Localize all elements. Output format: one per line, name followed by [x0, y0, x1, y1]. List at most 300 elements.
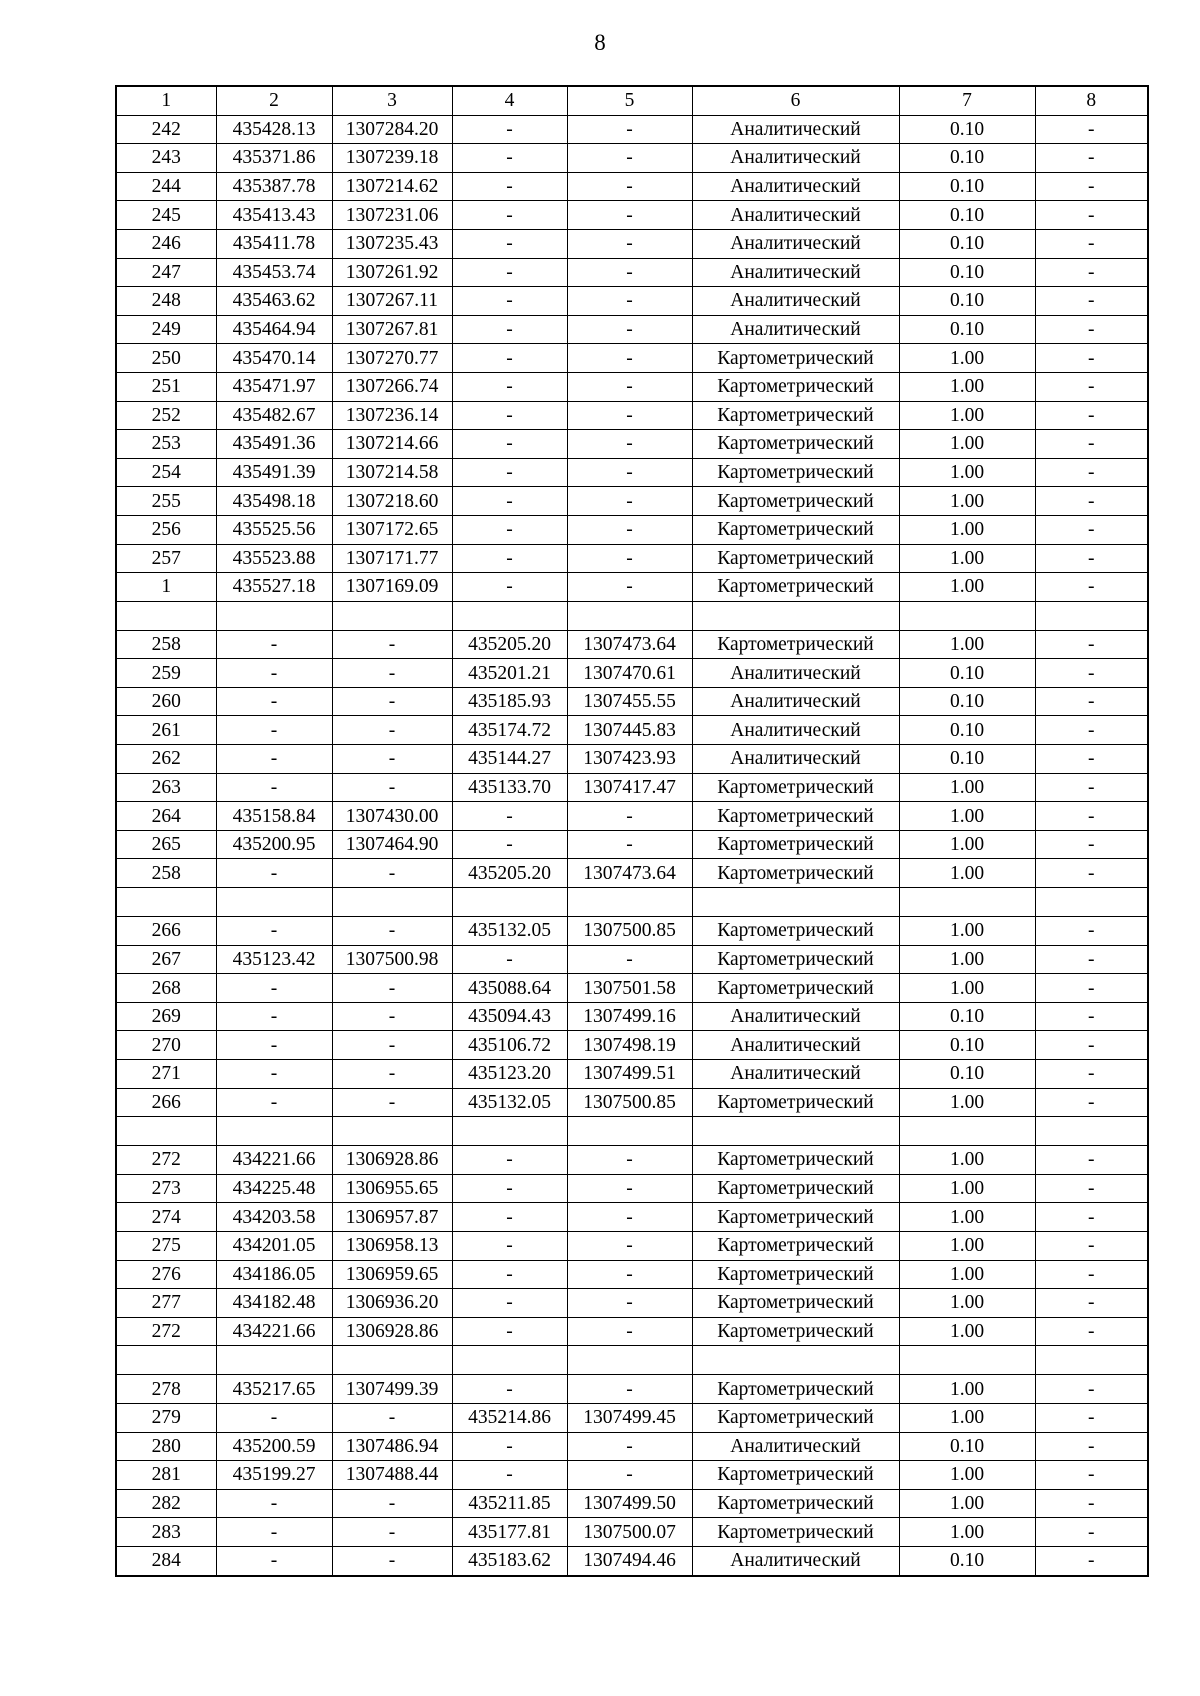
table-cell: 1306955.65	[332, 1174, 452, 1203]
table-cell: 272	[116, 1146, 216, 1175]
table-cell: -	[1035, 859, 1148, 888]
table-cell: -	[216, 1060, 332, 1089]
table-cell: 276	[116, 1260, 216, 1289]
table-cell: 1307239.18	[332, 144, 452, 173]
table-cell: 263	[116, 773, 216, 802]
table-cell: -	[1035, 287, 1148, 316]
table-row	[116, 1260, 1148, 1289]
table-cell: 1.00	[899, 458, 1035, 487]
table-cell: 269	[116, 1002, 216, 1031]
table-cell: Картометрический	[692, 917, 899, 946]
table-cell: -	[216, 1002, 332, 1031]
table-cell: 266	[116, 917, 216, 946]
table-cell: -	[452, 830, 567, 859]
table-row	[116, 1002, 1148, 1031]
table-cell: 435133.70	[452, 773, 567, 802]
table-cell: 0.10	[899, 1002, 1035, 1031]
table-cell: -	[332, 1403, 452, 1432]
table-cell: -	[1035, 1203, 1148, 1232]
table-cell: -	[452, 287, 567, 316]
table-cell: 1307266.74	[332, 372, 452, 401]
table-cell: -	[332, 716, 452, 745]
table-cell: 261	[116, 716, 216, 745]
table-cell: -	[567, 172, 692, 201]
table-cell: -	[1035, 945, 1148, 974]
table-row	[116, 745, 1148, 774]
table-cell: 275	[116, 1231, 216, 1260]
table-cell: -	[567, 1203, 692, 1232]
table-cell: -	[1035, 802, 1148, 831]
table-cell: -	[1035, 1461, 1148, 1490]
table-cell: 435123.20	[452, 1060, 567, 1089]
table-cell: -	[567, 515, 692, 544]
table-cell: -	[1035, 1546, 1148, 1575]
table-cell: 1307284.20	[332, 115, 452, 144]
table-cell: 1307417.47	[567, 773, 692, 802]
table-cell: 1306936.20	[332, 1289, 452, 1318]
table-row	[116, 716, 1148, 745]
table-cell: -	[567, 201, 692, 230]
table-cell: 0.10	[899, 1060, 1035, 1089]
table-cell: 435413.43	[216, 201, 332, 230]
table-cell: 257	[116, 544, 216, 573]
table-cell: 435211.85	[452, 1489, 567, 1518]
table-cell: 1.00	[899, 1260, 1035, 1289]
table-cell: 271	[116, 1060, 216, 1089]
table-cell: Картометрический	[692, 1174, 899, 1203]
table-cell: -	[452, 1461, 567, 1490]
table-cell: 1.00	[899, 344, 1035, 373]
table-cell: 243	[116, 144, 216, 173]
table-row	[116, 401, 1148, 430]
table-cell: 435491.39	[216, 458, 332, 487]
table-cell	[899, 1346, 1035, 1375]
column-header: 5	[567, 86, 692, 115]
table-cell: 270	[116, 1031, 216, 1060]
table-row	[116, 430, 1148, 459]
table-cell: -	[1035, 1375, 1148, 1404]
table-cell: -	[1035, 1518, 1148, 1547]
table-cell	[899, 1117, 1035, 1146]
table-cell: -	[452, 573, 567, 602]
table-cell: -	[216, 974, 332, 1003]
table-cell: -	[1035, 573, 1148, 602]
table-cell: Картометрический	[692, 1088, 899, 1117]
table-cell: 435471.97	[216, 372, 332, 401]
table-cell: 0.10	[899, 144, 1035, 173]
table-cell: 1307500.85	[567, 917, 692, 946]
table-row	[116, 1031, 1148, 1060]
table-row	[116, 1546, 1148, 1575]
table-cell: -	[1035, 544, 1148, 573]
table-cell: -	[567, 945, 692, 974]
table-cell: -	[567, 1260, 692, 1289]
table-cell: 1307218.60	[332, 487, 452, 516]
table-cell: 435214.86	[452, 1403, 567, 1432]
table-cell: 1307423.93	[567, 745, 692, 774]
table-cell: 1307486.94	[332, 1432, 452, 1461]
table-cell: 435498.18	[216, 487, 332, 516]
table-cell: -	[452, 401, 567, 430]
table-cell	[692, 1346, 899, 1375]
table-cell: 435174.72	[452, 716, 567, 745]
table-cell: 282	[116, 1489, 216, 1518]
table-row	[116, 1088, 1148, 1117]
table-row	[116, 573, 1148, 602]
table-cell: 435200.95	[216, 830, 332, 859]
table-cell: 260	[116, 687, 216, 716]
table-cell	[332, 1117, 452, 1146]
table-cell: Картометрический	[692, 1489, 899, 1518]
table-cell: 272	[116, 1317, 216, 1346]
table-cell: -	[216, 1031, 332, 1060]
table-row	[116, 1489, 1148, 1518]
table-cell: 435525.56	[216, 515, 332, 544]
table-cell	[899, 888, 1035, 917]
table-cell: 1.00	[899, 1489, 1035, 1518]
table-cell: 435411.78	[216, 229, 332, 258]
table-cell: -	[567, 258, 692, 287]
table-cell: 1.00	[899, 573, 1035, 602]
table-cell: 0.10	[899, 201, 1035, 230]
table-cell: 1.00	[899, 773, 1035, 802]
table-cell: -	[567, 1461, 692, 1490]
table-cell: Аналитический	[692, 1060, 899, 1089]
table-cell: 256	[116, 515, 216, 544]
table-cell: Аналитический	[692, 115, 899, 144]
table-cell: 435482.67	[216, 401, 332, 430]
table-cell: -	[1035, 372, 1148, 401]
table-cell: -	[332, 974, 452, 1003]
table-row	[116, 687, 1148, 716]
table-cell: 1307267.11	[332, 287, 452, 316]
table-cell: 1307236.14	[332, 401, 452, 430]
table-row	[116, 859, 1148, 888]
table-cell: 247	[116, 258, 216, 287]
table-cell: Аналитический	[692, 659, 899, 688]
table-row	[116, 1174, 1148, 1203]
table-cell: -	[452, 1375, 567, 1404]
table-cell: 435491.36	[216, 430, 332, 459]
table-cell: 255	[116, 487, 216, 516]
table-cell	[692, 601, 899, 630]
table-cell: -	[1035, 716, 1148, 745]
table-cell: -	[1035, 1002, 1148, 1031]
table-cell: 0.10	[899, 315, 1035, 344]
table-cell: -	[567, 144, 692, 173]
table-cell: -	[1035, 1489, 1148, 1518]
table-cell	[452, 1346, 567, 1375]
table-cell: -	[1035, 745, 1148, 774]
table-cell: 258	[116, 859, 216, 888]
table-cell: -	[1035, 315, 1148, 344]
table-cell: Картометрический	[692, 487, 899, 516]
table-cell: -	[216, 1546, 332, 1575]
table-cell: 435177.81	[452, 1518, 567, 1547]
table-cell: 435470.14	[216, 344, 332, 373]
table-cell: 435123.42	[216, 945, 332, 974]
table-cell: 435199.27	[216, 1461, 332, 1490]
table-cell: 1307498.19	[567, 1031, 692, 1060]
table-cell: 0.10	[899, 745, 1035, 774]
table-cell: 1306928.86	[332, 1146, 452, 1175]
table-cell: -	[1035, 687, 1148, 716]
table-cell: 435132.05	[452, 1088, 567, 1117]
table-cell: Картометрический	[692, 1317, 899, 1346]
table-row	[116, 1231, 1148, 1260]
table-cell: -	[567, 544, 692, 573]
table-cell: -	[1035, 1060, 1148, 1089]
table-cell: 435158.84	[216, 802, 332, 831]
table-cell: 434186.05	[216, 1260, 332, 1289]
table-cell: 284	[116, 1546, 216, 1575]
table-cell: -	[332, 1002, 452, 1031]
table-cell: -	[332, 1088, 452, 1117]
table-row	[116, 229, 1148, 258]
table-cell: 1307214.66	[332, 430, 452, 459]
table-row	[116, 515, 1148, 544]
table-cell: 0.10	[899, 287, 1035, 316]
table-cell: -	[216, 917, 332, 946]
table-cell: -	[332, 917, 452, 946]
table-cell: 242	[116, 115, 216, 144]
table-row	[116, 1432, 1148, 1461]
table-cell: 435428.13	[216, 115, 332, 144]
table-cell: 248	[116, 287, 216, 316]
table-cell: -	[332, 1060, 452, 1089]
table-cell: -	[567, 1375, 692, 1404]
table-cell: 278	[116, 1375, 216, 1404]
table-cell: Картометрический	[692, 1231, 899, 1260]
table-cell: 1	[116, 573, 216, 602]
table-cell: 1.00	[899, 515, 1035, 544]
table-cell: -	[567, 430, 692, 459]
table-cell: Картометрический	[692, 1260, 899, 1289]
table-cell: -	[1035, 1403, 1148, 1432]
table-row	[116, 802, 1148, 831]
table-cell: 1.00	[899, 830, 1035, 859]
table-cell: 435217.65	[216, 1375, 332, 1404]
table-cell: -	[452, 201, 567, 230]
table-row	[116, 659, 1148, 688]
table-cell: 435523.88	[216, 544, 332, 573]
table-cell: 1307430.00	[332, 802, 452, 831]
table-row	[116, 487, 1148, 516]
table-cell: Картометрический	[692, 830, 899, 859]
table-cell: 266	[116, 1088, 216, 1117]
table-cell	[216, 888, 332, 917]
table-cell: Картометрический	[692, 1146, 899, 1175]
table-cell	[1035, 1117, 1148, 1146]
table-cell	[692, 888, 899, 917]
table-cell: 274	[116, 1203, 216, 1232]
table-cell: -	[452, 1432, 567, 1461]
table-cell: 246	[116, 229, 216, 258]
table-cell: -	[332, 1489, 452, 1518]
table-cell: 252	[116, 401, 216, 430]
table-cell: -	[1035, 115, 1148, 144]
table-cell	[116, 601, 216, 630]
table-cell: -	[452, 115, 567, 144]
table-row	[116, 630, 1148, 659]
table-cell: Картометрический	[692, 974, 899, 1003]
table-cell: 1.00	[899, 487, 1035, 516]
table-cell: 1.00	[899, 401, 1035, 430]
table-cell: -	[1035, 515, 1148, 544]
table-cell: Картометрический	[692, 544, 899, 573]
table-cell: 1307499.50	[567, 1489, 692, 1518]
table-cell: -	[452, 344, 567, 373]
table-cell: Аналитический	[692, 144, 899, 173]
table-cell: 279	[116, 1403, 216, 1432]
table-cell: 434203.58	[216, 1203, 332, 1232]
table-cell: Картометрический	[692, 630, 899, 659]
table-cell: -	[1035, 229, 1148, 258]
table-row	[116, 974, 1148, 1003]
table-cell: -	[567, 1289, 692, 1318]
table-cell: -	[1035, 830, 1148, 859]
table-cell: -	[216, 1088, 332, 1117]
table-cell: 267	[116, 945, 216, 974]
table-row	[116, 945, 1148, 974]
table-cell: Аналитический	[692, 229, 899, 258]
table-cell: Аналитический	[692, 287, 899, 316]
table-cell: 268	[116, 974, 216, 1003]
table-cell: -	[452, 945, 567, 974]
table-cell: -	[452, 1174, 567, 1203]
table-row	[116, 172, 1148, 201]
table-cell: 1.00	[899, 945, 1035, 974]
table-cell: -	[567, 802, 692, 831]
table-cell: -	[452, 1231, 567, 1260]
table-cell: Картометрический	[692, 1203, 899, 1232]
table-header	[116, 86, 1148, 115]
table-cell: 280	[116, 1432, 216, 1461]
table-cell: 258	[116, 630, 216, 659]
table-cell	[1035, 1346, 1148, 1375]
table-cell: 1.00	[899, 1174, 1035, 1203]
table-cell	[216, 1117, 332, 1146]
table-cell: 0.10	[899, 1031, 1035, 1060]
table-cell: -	[1035, 458, 1148, 487]
table-cell: 1307169.09	[332, 573, 452, 602]
table-cell: Картометрический	[692, 430, 899, 459]
column-header: 6	[692, 86, 899, 115]
table-cell: -	[1035, 144, 1148, 173]
table-cell: 0.10	[899, 172, 1035, 201]
table-cell: -	[1035, 1260, 1148, 1289]
table-cell	[692, 1117, 899, 1146]
table-cell: Аналитический	[692, 172, 899, 201]
table-cell: 435088.64	[452, 974, 567, 1003]
table-cell: 1.00	[899, 859, 1035, 888]
table-cell	[332, 1346, 452, 1375]
table-cell: 435205.20	[452, 859, 567, 888]
table-cell: -	[452, 802, 567, 831]
table-cell: -	[216, 859, 332, 888]
table-cell: 1306958.13	[332, 1231, 452, 1260]
table-cell: 1.00	[899, 630, 1035, 659]
table-cell: 1306957.87	[332, 1203, 452, 1232]
table-cell: 1307214.62	[332, 172, 452, 201]
table-cell: 1.00	[899, 544, 1035, 573]
table-cell: 434201.05	[216, 1231, 332, 1260]
table-cell: -	[1035, 172, 1148, 201]
table-row	[116, 1403, 1148, 1432]
table-row	[116, 1375, 1148, 1404]
table-cell: Картометрический	[692, 802, 899, 831]
table-cell: Картометрический	[692, 945, 899, 974]
table-cell: Аналитический	[692, 258, 899, 287]
table-cell: 281	[116, 1461, 216, 1490]
table-cell: -	[567, 1317, 692, 1346]
table-cell: 1307470.61	[567, 659, 692, 688]
table-cell: -	[1035, 1031, 1148, 1060]
table-cell: 1307499.39	[332, 1375, 452, 1404]
table-cell: 435185.93	[452, 687, 567, 716]
table-row	[116, 1518, 1148, 1547]
table-cell: 1.00	[899, 1088, 1035, 1117]
table-cell: -	[332, 859, 452, 888]
table-cell	[332, 888, 452, 917]
table-cell: 435132.05	[452, 917, 567, 946]
table-cell: 435371.86	[216, 144, 332, 173]
table-cell: 244	[116, 172, 216, 201]
table-cell: 1307499.16	[567, 1002, 692, 1031]
table-cell: -	[567, 287, 692, 316]
table-cell: Картометрический	[692, 1518, 899, 1547]
column-header: 7	[899, 86, 1035, 115]
table-cell: 0.10	[899, 716, 1035, 745]
table-cell: -	[567, 830, 692, 859]
table-cell: 264	[116, 802, 216, 831]
table-cell: 1307171.77	[332, 544, 452, 573]
table-cell: -	[452, 1317, 567, 1346]
table-cell	[567, 601, 692, 630]
table-cell: 0.10	[899, 115, 1035, 144]
table-cell: 0.10	[899, 687, 1035, 716]
separator-row	[116, 888, 1148, 917]
table-row	[116, 830, 1148, 859]
table-cell	[116, 1346, 216, 1375]
table-cell: Картометрический	[692, 344, 899, 373]
table-row	[116, 201, 1148, 230]
table-cell: -	[216, 659, 332, 688]
table-cell: 435453.74	[216, 258, 332, 287]
coordinates-table	[115, 85, 1149, 1577]
table-cell: -	[332, 745, 452, 774]
table-cell: 1.00	[899, 1375, 1035, 1404]
table-row	[116, 544, 1148, 573]
table-cell: 245	[116, 201, 216, 230]
table-cell: 1.00	[899, 430, 1035, 459]
table-cell: -	[452, 515, 567, 544]
table-cell: 1307499.45	[567, 1403, 692, 1432]
table-cell: -	[216, 1489, 332, 1518]
table-cell: 434221.66	[216, 1146, 332, 1175]
table-cell: -	[1035, 1289, 1148, 1318]
separator-row	[116, 601, 1148, 630]
table-cell	[899, 601, 1035, 630]
table-cell: 273	[116, 1174, 216, 1203]
table-cell: -	[1035, 917, 1148, 946]
table-cell: 253	[116, 430, 216, 459]
table-cell: -	[1035, 401, 1148, 430]
table-cell: 265	[116, 830, 216, 859]
table-cell: 435200.59	[216, 1432, 332, 1461]
table-cell: 1307270.77	[332, 344, 452, 373]
table-cell: -	[1035, 258, 1148, 287]
